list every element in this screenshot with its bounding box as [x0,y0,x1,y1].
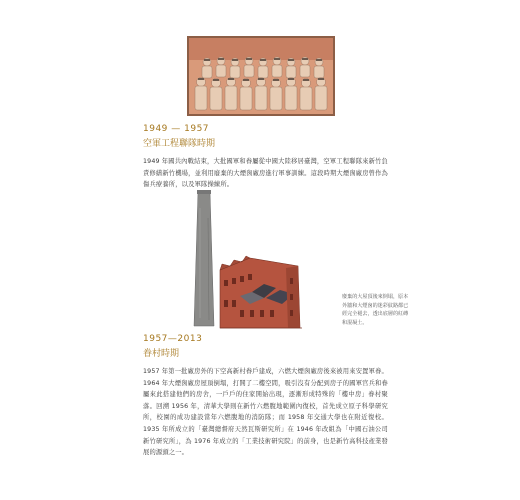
soldiers-group-photo [187,36,335,116]
section1-body: 1949 年國共內戰結束，大批國軍和眷屬從中國大陸移居臺灣，空軍工程聯隊來新竹負責修繕新竹機場，並利用廢棄的大煙囪廠房進行軍事訓練。這段時期大煙囪廠房曾作為傷兵療養所，以及軍隊操練所。 [143,158,388,189]
section1-date: 1949 — 1957 [143,124,210,134]
section2-body: 1957 年第一批廠房外的下空高新村眷戶建成，六燃大煙囪廠房後來被用來安置軍眷。1964 年大煙囪廠房屋頂倒塌，打開了二樓空間，吸引沒有分配到房子的國軍官兵和眷屬來此搭建他們的房舍，一戶戶的住家開始出現，逐漸形成特殊的「樓中房」眷村聚落。回溯 1956 年，清華大學則在新竹六燃腹地範圍內復校，首先成立原子科學研究所，校園的成功建設當年六燃腹地的消防隊；而 1958 年交通大學也在附近復校。1935 年所成立的「臺灣總督府天然瓦斯研究所」在 1946 年改組為「中國石油公司新竹研究所」，為 1976 年成立的「工業技術研究院」的前身，也是新竹高科技產業發展的源頭之一。 [143,368,388,457]
chimney-factory-illustration [190,188,315,330]
soldiers-illustration [189,38,333,114]
section2-title: 眷村時期 [143,349,180,359]
section2-date: 1957—2013 [143,334,203,344]
section1-title: 空軍工程聯隊時期 [143,139,216,149]
illustration-caption: 廢棄的大屋頂後來倒塌，原本外牆和大煙囪的迷彩紋路都已經完全褪去，透出底層的紅磚和混凝土。 [342,294,409,326]
